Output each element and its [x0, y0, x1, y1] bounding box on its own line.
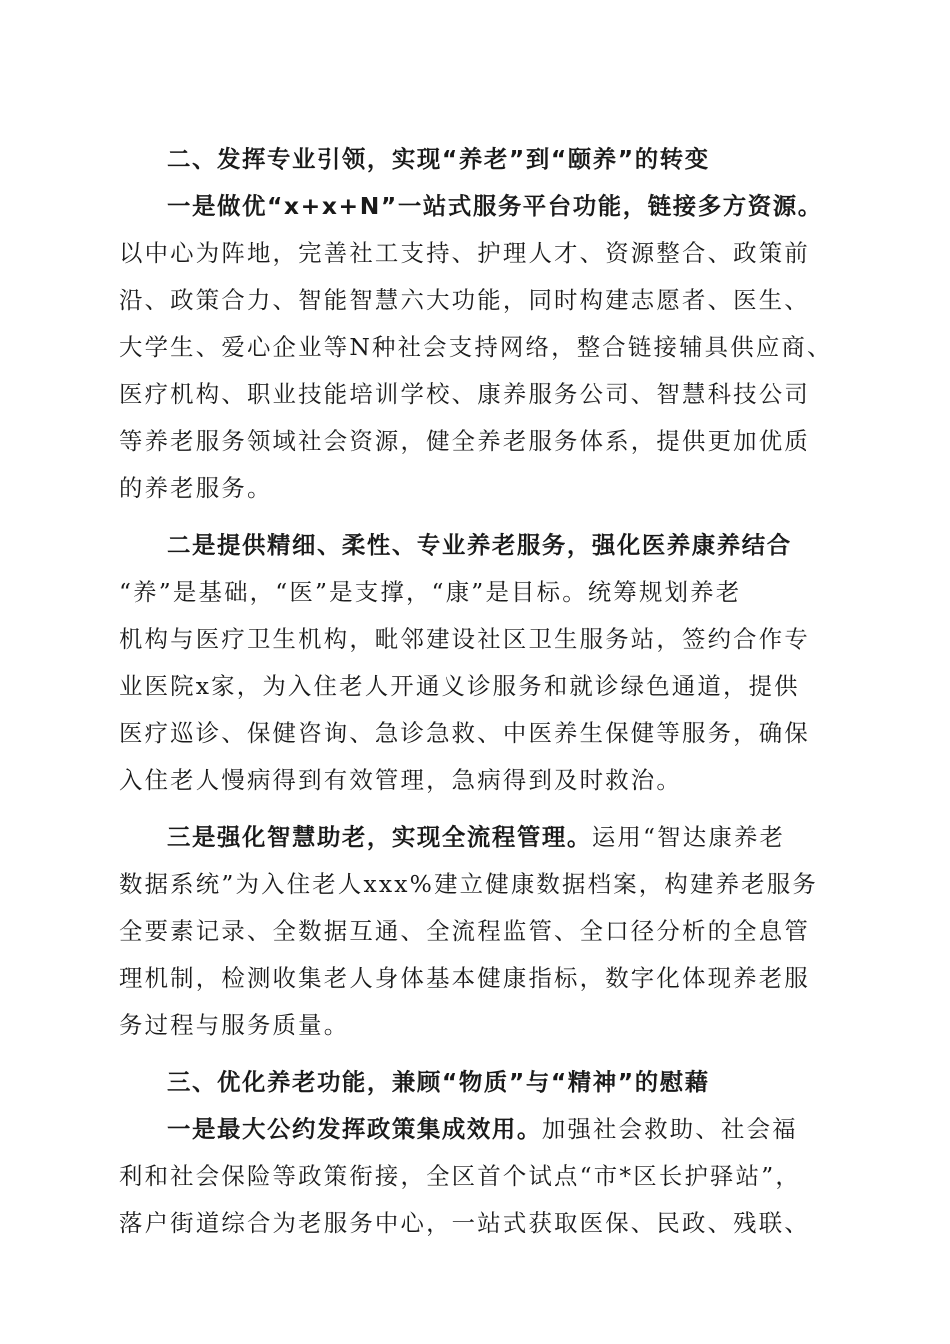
section-2-para-1-line-4: 医疗机构、职业技能培训学校、康养服务公司、智慧科技公司	[119, 380, 810, 408]
section-2-para-3-line-2: 全要素记录、全数据互通、全流程监管、全口径分析的全息管	[119, 917, 810, 945]
section-2-para-1-line-6: 的养老服务。	[119, 474, 273, 502]
section-2-para-2-line-3: 业医院x家，为入住老人开通义诊服务和就诊绿色通道，提供	[119, 672, 800, 700]
section-3-para-1-line-2: 落户街道综合为老服务中心，一站式获取医保、民政、残联、	[119, 1209, 810, 1237]
section-2-para-3-lead: 三是强化智慧助老，实现全流程管理。	[167, 823, 592, 851]
section-3-heading: 三、优化养老功能，兼顾“物质”与“精神”的慰藉	[167, 1068, 710, 1096]
section-3-para-1-first-line	[167, 1109, 883, 1149]
section-2-para-2-line-2: 机构与医疗卫生机构，毗邻建设社区卫生服务站，签约合作专	[119, 625, 810, 653]
section-2-para-1-line-3: 大学生、爱心企业等N种社会支持网络，整合链接辅具供应商、	[119, 333, 833, 361]
section-2-para-3-first-line	[167, 817, 883, 857]
section-2-heading: 二、发挥专业引领，实现“养老”到“颐养”的转变	[167, 145, 710, 173]
section-2-para-3-line-4: 务过程与服务质量。	[119, 1011, 350, 1039]
section-2-para-1-line-1: 以中心为阵地，完善社工支持、护理人才、资源整合、政策前	[119, 239, 810, 267]
section-2-para-3-rest: 运用“智达康养老	[591, 823, 786, 851]
section-2-para-2-lead: 二是提供精细、柔性、专业养老服务，强化医养康养结合	[167, 531, 792, 559]
section-3-para-1-lead: 一是最大公约发挥政策集成效用。	[167, 1115, 542, 1143]
section-2-para-1-line-2: 沿、政策合力、智能智慧六大功能，同时构建志愿者、医生、	[119, 286, 810, 314]
section-2-para-1-lead: 一是做优“x+x+N”一站式服务平台功能，链接多方资源。	[167, 192, 823, 220]
section-2-para-2-line-5: 入住老人慢病得到有效管理，急病得到及时救治。	[119, 766, 682, 794]
section-2-para-3-line-3: 理机制，检测收集老人身体基本健康指标，数字化体现养老服	[119, 964, 810, 992]
section-3-para-1-line-1: 利和社会保险等政策衔接，全区首个试点“市*区长护驿站”，	[119, 1162, 801, 1190]
section-2-para-3-line-1: 数据系统”为入住老人xxx%建立健康数据档案，构建养老服务	[119, 870, 818, 898]
section-2-para-2-line-4: 医疗巡诊、保健咨询、急诊急救、中医养生保健等服务，确保	[119, 719, 810, 747]
section-3-para-1-rest: 加强社会救助、社会福	[541, 1115, 798, 1143]
section-2-para-2-line-1: “养”是基础，“医”是支撑，“康”是目标。统筹规划养老	[119, 578, 742, 606]
section-2-para-1-line-5: 等养老服务领域社会资源，健全养老服务体系，提供更加优质	[119, 427, 810, 455]
